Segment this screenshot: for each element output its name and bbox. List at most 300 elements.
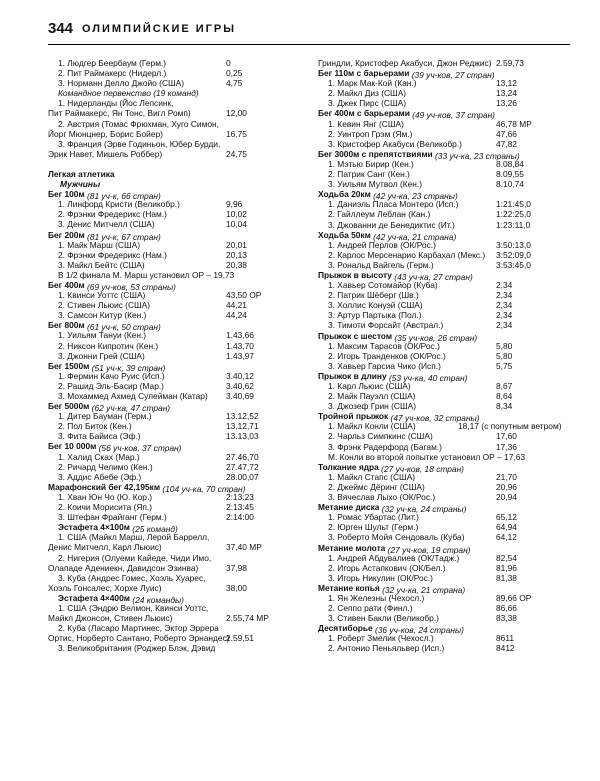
result-line (318, 240, 570, 250)
entry-text: 3. Джованни де Бенедиктис (Ит.) (328, 219, 455, 230)
result-line (48, 88, 303, 98)
result-line (48, 512, 303, 522)
entry-text: 1. Андрей Перлов (ОК/Рос.) (328, 239, 436, 250)
entry-text: 1. Халид Сках (Мар.) (58, 451, 140, 462)
result-value: 20,96 (496, 481, 517, 492)
result-value: 2,34 (496, 310, 513, 321)
entry-text: 3. Франция (Эрве Годиньон, Юбер Бурди, (58, 138, 221, 149)
result-line (318, 98, 570, 108)
entry-text: 3. Аддис Абебе (Эф.) (58, 471, 142, 482)
result-line (48, 371, 303, 381)
result-value: 1.43,97 (226, 350, 254, 361)
page-number: 344 (48, 20, 74, 37)
entry-text: 1. Хавьер Сотомайор (Куба) (328, 280, 438, 291)
entry-text: 3. Холлис Конуэй (США) (328, 300, 423, 311)
result-value: 5,80 (496, 350, 513, 361)
entry-text: 1. Дитер Бауман (Герм.) (58, 411, 152, 422)
result-value: 3.40,12 (226, 370, 254, 381)
entry-text: Метание молота (318, 542, 386, 553)
result-value: 13.12,71 (226, 421, 259, 432)
entry-text: 2. Джеймс Дёринг (США) (328, 481, 425, 492)
result-value: 2,34 (496, 300, 513, 311)
result-line (318, 512, 570, 522)
event-participants: (61 уч-к, 50 стран) (84, 322, 161, 333)
event-heading (48, 279, 303, 293)
result-line (318, 603, 570, 613)
event-participants: (33 уч-ка, 23 страны) (432, 150, 520, 161)
result-value: 10,04 (226, 219, 247, 230)
event-participants: (27 уч-ков, 19 стран) (385, 544, 471, 555)
result-line (318, 209, 570, 219)
result-value: 13,12 (496, 78, 517, 89)
entry-text: Йорг Мюнцнер, Борис Бойер) (48, 128, 163, 139)
result-line (48, 411, 303, 421)
entry-text: Эрик Навет, Мишель Роббер) (48, 148, 163, 159)
result-line (48, 58, 303, 68)
header-rule (48, 44, 570, 45)
result-value: 3.40,69 (226, 391, 254, 401)
result-value: 21,70 (496, 471, 517, 482)
entry-text: 2. Карлос Мерсенарио Карбахал (Мекс.) (328, 249, 486, 260)
entry-text: 2. Рашид Эль-Басир (Мар.) (58, 380, 164, 391)
entry-text: 1. Хван Юн Чо (Ю. Кор.) (58, 491, 153, 502)
event-participants: (42 уч-ка, 21 страна) (370, 231, 457, 242)
result-value: 20,94 (496, 492, 517, 503)
result-value: 46,78 МР (496, 118, 532, 129)
result-line (48, 129, 303, 139)
result-value: 44,21 (226, 300, 247, 311)
event-participants: (25 команд) (129, 524, 178, 535)
result-line (48, 260, 303, 270)
result-value: 3:50:13,0 (496, 239, 531, 250)
entry-text: Бег 100м (48, 189, 85, 200)
entry-text: 3. Уильям Мутвол (Кен.) (328, 179, 423, 190)
result-line (48, 381, 303, 391)
event-participants: (69 уч-ков, 53 страны) (84, 282, 176, 293)
event-heading (318, 68, 570, 81)
entry-text: Пит Раймакерс, Ян Тонс, Вигл Ромп) (48, 108, 191, 119)
event-participants: (42 уч-ка, 23 страны) (370, 191, 458, 202)
result-value: 64,12 (496, 532, 517, 543)
result-value: 8,67 (496, 381, 513, 391)
event-heading (318, 583, 570, 593)
entry-text: 1. Майкл Конли (США) (328, 421, 416, 432)
result-line (318, 633, 570, 643)
event-participants: (62 уч-ка, 47 стран) (89, 403, 171, 414)
result-value: 3:53:45,0 (496, 259, 531, 270)
result-value: 27.46,70 (226, 451, 259, 462)
result-value: 20,01 (226, 239, 247, 250)
result-line (48, 421, 303, 431)
entry-text: Ортис, Норберто Сантано, Роберто Эрнандес) (48, 633, 230, 644)
result-line (318, 179, 570, 189)
entry-text: Командное первенство (19 команд) (58, 88, 199, 99)
entry-text: Марафонский бег 42,195км (48, 481, 161, 492)
result-line (318, 361, 570, 371)
entry-text: 3. Игорь Никулин (ОК/Рос.) (328, 572, 433, 583)
entry-text: М. Конли во второй попытке установил ОР – 17,63 (328, 451, 526, 462)
running-title: ОЛИМПИЙСКИЕ ИГРЫ (82, 23, 236, 35)
result-value: 47,82 (496, 138, 517, 149)
result-line (48, 452, 303, 462)
result-value: 37,98 (226, 562, 247, 573)
entry-text: 2. Антонио Пеньяльвер (Исп.) (328, 643, 445, 654)
result-line (48, 139, 303, 149)
event-participants: (47 уч-ков, 32 страны) (388, 413, 480, 424)
entry-text: Тройной прыжок (318, 411, 389, 422)
result-line (318, 260, 570, 270)
entry-text: Бег 5000м (48, 401, 90, 412)
result-value: 2.59,51 (226, 633, 254, 644)
result-line (48, 149, 303, 159)
result-line (318, 78, 570, 88)
result-line (318, 593, 570, 603)
event-participants: (81 уч-к, 66 стран) (84, 191, 161, 202)
entry-text: 2. Уинтроп Грэм (Ям.) (328, 128, 413, 139)
result-line (318, 280, 570, 290)
result-value: 2:13:45 (226, 502, 254, 513)
result-value: 82,54 (496, 552, 517, 563)
result-line (318, 452, 570, 462)
entry-text: Метание диска (318, 502, 380, 513)
result-value: 18,17 (с попутным ветром) (458, 421, 562, 432)
event-heading (48, 189, 303, 202)
result-line (318, 553, 570, 563)
entry-text: 2. Нигерия (Олуеми Кайеде, Чиди Имо, (58, 552, 212, 563)
entry-text: 2. Коичи Морисита (Яп.) (58, 502, 153, 513)
entry-text: Толкание ядра (318, 461, 379, 472)
result-value: 3.40,62 (226, 380, 254, 391)
entry-text: Эстафета 4×400м (58, 592, 130, 603)
event-heading (48, 169, 303, 179)
event-heading (318, 623, 570, 636)
entry-text: 2. Майкл Диз (США) (328, 88, 407, 99)
event-heading (318, 108, 570, 121)
result-line (48, 78, 303, 88)
entry-text: 3. Стивен Бакли (Великобр.) (328, 613, 439, 624)
entry-text: 1. Максим Тарасов (ОК/Рос.) (328, 340, 440, 351)
event-participants: (35 уч-ков, 26 стран) (392, 332, 478, 343)
result-line (318, 472, 570, 482)
event-heading (318, 331, 570, 341)
result-value: 1.43,70 (226, 340, 254, 351)
event-heading (48, 593, 303, 603)
result-value: 1:22:25,0 (496, 209, 531, 220)
event-participants: (56 уч-ков, 37 стран) (96, 443, 182, 454)
entry-text: 3. Джек Пирс (США) (328, 98, 406, 109)
entry-text: 3. Вячеслав Лыхо (ОК/Рос.) (328, 492, 436, 503)
entry-text: 2. Никсон Кипротич (Кен.) (58, 340, 159, 351)
entry-text: 1. Фермин Качо Руис (Исп.) (58, 370, 165, 381)
event-heading (318, 269, 570, 283)
event-heading (48, 230, 303, 240)
entry-text: 1. Роберт Змелик (Чехосл.) (328, 633, 434, 644)
result-value: 89,66 ОР (496, 592, 532, 603)
event-heading (318, 543, 570, 553)
result-line (48, 502, 303, 512)
result-line (318, 431, 570, 441)
entry-text: Эстафета 4×100м (58, 522, 130, 533)
result-value: 27.47,72 (226, 461, 259, 472)
entry-text: 1. Ян Железны (Чехосл.) (328, 592, 425, 603)
result-line (318, 482, 570, 492)
result-value: 9,96 (226, 199, 243, 210)
entry-text: 2. Игорь Транденков (ОК/Рос.) (328, 350, 446, 361)
entry-text: 1. Квинси Уоттс (США) (58, 290, 146, 301)
event-participants: (43 уч-ка, 27 стран) (391, 272, 473, 283)
result-line (318, 300, 570, 310)
result-value: 44,24 (226, 310, 247, 321)
entry-text: 1. Нидерланды (Йос Лепсинк, (58, 98, 174, 109)
result-value: 8,64 (496, 391, 513, 402)
result-value: 43,50 ОР (226, 290, 262, 301)
entry-text: Прыжок в высоту (318, 269, 392, 280)
result-line (318, 391, 570, 401)
entry-text: Бег 1500м (48, 360, 90, 371)
result-line (48, 472, 303, 482)
result-value: 8412 (496, 643, 515, 654)
result-line (48, 603, 303, 613)
entry-text: Бег 3000м с препятствиями (318, 148, 433, 159)
event-participants: (81 уч-к, 67 стран) (84, 231, 161, 242)
result-line (48, 290, 303, 300)
event-participants: (24 команды) (129, 594, 184, 605)
result-line (48, 391, 303, 401)
entry-text: 2. Пол Биток (Кен.) (58, 421, 132, 432)
entry-text: 1. Кевин Янг (США) (328, 118, 404, 129)
result-line (318, 129, 570, 139)
event-heading (48, 179, 303, 189)
event-heading (318, 411, 570, 424)
result-line (48, 623, 303, 633)
entry-text: 1. Майк Марш (США) (58, 239, 141, 250)
result-line (318, 250, 570, 260)
entry-text: 1. Ромас Убартас (Лит.) (328, 512, 419, 523)
result-line (48, 240, 303, 250)
result-value: 16,75 (226, 128, 247, 139)
entry-text: 2. Стивен Льюис (США) (58, 300, 151, 311)
entry-text: 2. Пит Раймакерс (Нидерл.) (58, 68, 167, 79)
result-line (318, 159, 570, 169)
result-line (48, 68, 303, 78)
entry-text: Бег 200м (48, 229, 85, 240)
event-participants: (27 уч-ков, 18 стран) (378, 463, 464, 474)
entry-text: 2. Гайллеум Леблан (Кан.) (328, 209, 431, 220)
result-value: 1:23:11,0 (496, 219, 531, 230)
result-line (318, 442, 570, 452)
spacer (48, 159, 303, 169)
entry-text: Прыжок с шестом (318, 330, 393, 341)
result-value: 8.10,74 (496, 179, 524, 190)
result-line (318, 169, 570, 179)
entry-text: 3. Денис Митчелл (США) (58, 219, 155, 230)
result-line (318, 88, 570, 98)
event-heading (318, 189, 570, 202)
entry-text: 2. Игорь Астапкович (ОК/Бел.) (328, 562, 446, 573)
result-value: 1.43,66 (226, 330, 254, 341)
event-participants: (32 уч-ка, 21 страна) (379, 584, 466, 595)
result-line (48, 98, 303, 108)
entry-text: 2. Патрик Шёберг (Шв.) (328, 290, 419, 301)
result-value: 28.00,07 (226, 471, 259, 482)
result-value: 13,24 (496, 88, 517, 99)
event-heading (48, 441, 303, 454)
result-line (318, 563, 570, 573)
entry-text: Гриндли, Кристофер Акабуси, Джон Реджис) (318, 58, 492, 68)
result-value: 0,25 (226, 68, 243, 79)
result-value: 8.09,55 (496, 169, 524, 180)
event-participants: (32 уч-ка, 24 страны) (379, 504, 467, 515)
result-value: 13.13,03 (226, 431, 259, 442)
result-value: 17,60 (496, 431, 517, 442)
entry-text: 3. Тимоти Форсайт (Австрал.) (328, 320, 444, 331)
result-line (48, 583, 303, 593)
entry-text: 2. Австрия (Томас Фрюхман, Хуго Симон, (58, 118, 219, 129)
result-value: 8611 (496, 633, 515, 644)
event-participants: (39 уч-ков, 27 стран) (409, 70, 495, 81)
result-line (48, 563, 303, 573)
entry-text: 1. Линфорд Кристи (Великобр.) (58, 199, 180, 210)
result-line (318, 643, 570, 653)
event-participants: (104 уч-ка, 70 стран) (160, 483, 246, 494)
result-line (48, 542, 303, 552)
entry-text: 1. Даниэль Пласа Монтеро (Исп.) (328, 199, 459, 210)
result-value: 81,96 (496, 562, 517, 573)
event-participants: (49 уч-ков, 37 стран) (409, 110, 495, 121)
result-value: 0 (226, 58, 231, 68)
result-line (48, 492, 303, 502)
result-value: 2:13:23 (226, 491, 254, 502)
result-line (318, 341, 570, 351)
entry-text: 3. Самсон Китур (Кен.) (58, 310, 147, 321)
result-line (48, 108, 303, 118)
result-value: 38,00 (226, 582, 247, 593)
result-value: 12,00 (226, 108, 247, 119)
result-line (318, 421, 570, 431)
result-value: 24,75 (226, 148, 247, 159)
entry-text: 2. Фрэнки Фредерикс (Нам.) (58, 209, 167, 220)
result-value: 2,34 (496, 290, 513, 301)
result-value: 2.55,74 МР (226, 613, 269, 624)
result-line (318, 573, 570, 583)
entry-text: 3. Штефан Фрайганг (Герм.) (58, 512, 167, 523)
entry-text: 3. Артур Партыка (Пол.) (328, 310, 422, 321)
event-participants: (53 уч-ка, 40 стран) (386, 373, 468, 383)
entry-text: 2. Майк Пауэлл (США) (328, 391, 416, 402)
result-line (48, 341, 303, 351)
result-line (318, 139, 570, 149)
result-line (318, 381, 570, 391)
result-line (318, 320, 570, 330)
result-value: 2,34 (496, 280, 513, 291)
result-line (48, 209, 303, 219)
entry-text: 3. Рональд Вайгель (Герм.) (328, 259, 434, 270)
right-column (318, 58, 570, 654)
entry-text: 3. Роберто Мойя Сендоваль (Куба) (328, 532, 465, 543)
entry-text: 1. Людгер Беербаум (Герм.) (58, 58, 167, 68)
result-value: 37,40 МР (226, 542, 262, 553)
entry-text: 1. Майкл Стапс (США) (328, 471, 416, 482)
result-line (318, 613, 570, 623)
result-value: 4,75 (226, 78, 243, 89)
entry-text: Легкая атлетика (48, 168, 115, 179)
event-participants: (36 уч-ков, 24 страны) (372, 625, 464, 636)
result-line (318, 401, 570, 411)
result-line (48, 330, 303, 340)
entry-text: Ходьба 50км (318, 229, 371, 240)
entry-text: 1. Карл Льюис (США) (328, 381, 411, 391)
result-value: 8.08,84 (496, 158, 524, 169)
entry-text: Бег 800м (48, 320, 85, 331)
entry-text: Прыжок в длину (318, 370, 387, 381)
entry-text: Майкл Джонсон, Стивен Льюис) (48, 613, 173, 624)
entry-text: 2. Фрэнки Фредерикс (Нам.) (58, 249, 167, 260)
entry-text: 2. Ричард Челимо (Кен.) (58, 461, 153, 472)
result-value: 1:21:45,0 (496, 199, 531, 210)
result-value: 81,38 (496, 572, 517, 583)
result-value: 5,75 (496, 360, 513, 371)
event-heading (318, 230, 570, 240)
entry-text: 3. Фита Байиса (Эф.) (58, 431, 141, 442)
result-line (48, 633, 303, 643)
result-value: 13.12,52 (226, 411, 259, 422)
result-line (48, 431, 303, 441)
result-line (48, 553, 303, 563)
event-participants: (51 уч-к, 39 стран) (89, 362, 166, 373)
result-value: 86,66 (496, 603, 517, 614)
result-line (318, 58, 570, 68)
result-line (48, 119, 303, 129)
event-heading (48, 401, 303, 414)
entry-text: Бег 400м с барьерами (318, 108, 410, 119)
entry-text: Бег 110м с барьерами (318, 68, 410, 79)
result-value: 13,26 (496, 98, 517, 109)
entry-text: 3. Кристофер Акабуси (Великобр.) (328, 138, 462, 149)
result-value: 20,38 (226, 259, 247, 270)
result-value: 47,66 (496, 128, 517, 139)
entry-text: 1. США (Майкл Марш, Лерой Баррелл, (58, 532, 210, 543)
result-line (48, 199, 303, 209)
entry-text: 2. Юрген Шульт (Герм.) (328, 522, 419, 533)
event-heading (318, 502, 570, 515)
entry-text: 1. Андрей Абдувалиев (ОК/Тадж.) (328, 552, 460, 563)
result-line (318, 310, 570, 320)
event-heading (48, 482, 303, 492)
event-heading (318, 149, 570, 159)
result-line (318, 199, 570, 209)
entry-text: В 1/2 финала М. Марш установил ОР – 19,73 (58, 269, 235, 280)
entry-text: Ходьба 20км (318, 189, 371, 200)
result-value: 5,80 (496, 340, 513, 351)
entry-text: 3. Великобритания (Роджер Блэк, Дэвид (58, 643, 216, 654)
entry-text: 3. Хавьер Гарсиа Чико (Исп.) (328, 360, 441, 371)
entry-text: 2. Куба (Ласаро Мартинес, Эктор Эррера (58, 623, 219, 634)
result-value: 2:14:00 (226, 512, 254, 523)
entry-text: 3. Фрэнк Радерфорд (Багам.) (328, 441, 442, 452)
entry-text: 3. Мохаммед Ахмед Сулейман (Катар) (58, 391, 208, 401)
entry-text: 1. Марк Мак-Кой (Кан.) (328, 78, 417, 89)
result-line (318, 522, 570, 532)
result-value: 20,13 (226, 249, 247, 260)
entry-text: Олападе Адениекн, Давидсон Эзинва) (48, 562, 199, 573)
result-value: 64,94 (496, 522, 517, 533)
result-value: 17,36 (496, 441, 517, 452)
result-line (48, 250, 303, 260)
result-line (48, 573, 303, 583)
result-line (318, 532, 570, 542)
left-column (48, 58, 303, 653)
result-line (48, 310, 303, 320)
